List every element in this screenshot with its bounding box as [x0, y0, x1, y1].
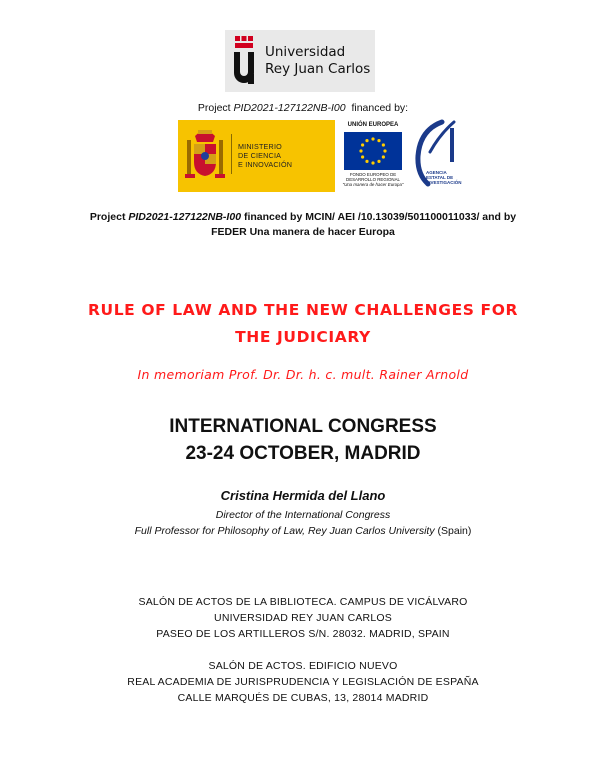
director-name: Cristina Hermida del Llano	[220, 488, 386, 503]
venue-1-line3: PASEO DE LOS ARTILLEROS S/N. 28032. MADRID, SPAIN	[156, 628, 450, 640]
director-position	[0, 525, 606, 537]
eu-star-icon	[365, 139, 368, 142]
eu-fund-line2: DESARROLLO REGIONAL	[346, 177, 400, 182]
project-statement	[40, 210, 566, 240]
financing-project-id: PID2021-127122NB-I00	[233, 102, 346, 114]
venue-1-line2: UNIVERSIDAD REY JUAN CARLOS	[214, 612, 392, 624]
agency-name-line2: ESTATAL DE	[426, 175, 454, 181]
university-name-line2: Rey Juan Carlos	[265, 61, 371, 77]
venue-2-line1: SALÓN DE ACTOS. EDIFICIO NUEVO	[208, 660, 398, 672]
director-position-title: Full Professor for Philosophy of Law, Rey Juan Carlos University	[134, 525, 435, 537]
director-country: (Spain)	[434, 525, 472, 537]
financing-suffix: financed by:	[351, 102, 409, 114]
venue-2-line2: REAL ACADEMIA DE JURISPRUDENCIA Y LEGISLACIÓN DE ESPAÑA	[127, 676, 479, 688]
ministry-name-line2: DE CIENCIA	[238, 151, 282, 160]
eu-fund-name	[338, 172, 408, 182]
venue-2-line3: CALLE MARQUÉS DE CUBAS, 13, 28014 MADRID	[177, 692, 429, 704]
eu-star-icon	[361, 155, 364, 158]
eu-star-icon	[371, 161, 374, 164]
agency-name-line3: INVESTIGACIÓN	[426, 180, 462, 186]
memoriam-line: In memoriam Prof. Dr. Dr. h. c. mult. Rainer Arnold	[137, 367, 469, 382]
congress-title-line1: RULE OF LAW AND THE NEW CHALLENGES FOR	[87, 301, 519, 319]
agency-name	[426, 170, 462, 186]
financing-prefix: Project	[197, 102, 231, 114]
eu-star-icon	[359, 149, 362, 152]
university-logo	[225, 30, 375, 92]
eu-star-icon	[371, 137, 374, 140]
eu-star-icon	[377, 139, 380, 142]
project-statement-id: PID2021-127122NB-I00	[128, 211, 242, 223]
eu-star-icon	[361, 143, 364, 146]
project-statement-line1	[40, 210, 566, 225]
director-role: Director of the International Congress	[215, 509, 391, 521]
congress-heading-line1: INTERNATIONAL CONGRESS	[169, 416, 437, 437]
university-name	[265, 44, 370, 78]
university-name-line1: Universidad	[265, 44, 346, 60]
ministry-name-line3: E INNOVACIÓN	[238, 160, 293, 169]
project-statement-prefix: Project	[89, 211, 126, 223]
eu-star-icon	[382, 143, 385, 146]
congress-title	[30, 297, 576, 351]
agency-logo	[410, 118, 462, 194]
ministry-name	[238, 142, 292, 169]
ministry-divider	[231, 134, 232, 174]
venue-1	[0, 594, 606, 642]
spain-coat-of-arms-icon	[185, 126, 225, 184]
congress-dates: 23-24 OCTOBER, MADRID	[185, 443, 421, 464]
eu-motto: "Una manera de hacer Europa"	[342, 182, 404, 187]
ministry-name-line1: MINISTERIO	[238, 142, 282, 151]
eu-fund-line1: FONDO EUROPEO DE	[349, 172, 397, 177]
project-statement-line2: FEDER Una manera de hacer Europa	[211, 226, 395, 238]
eu-star-icon	[377, 160, 380, 163]
venue-2	[0, 658, 606, 706]
eu-title: UNIÓN EUROPEA	[347, 122, 399, 128]
congress-heading	[0, 413, 606, 467]
agency-name-line1: AGENCIA	[426, 170, 447, 175]
project-statement-rest: financed by MCIN/ AEI /10.13039/501100011033/ and by	[243, 211, 517, 223]
eu-flag-icon	[344, 132, 402, 170]
venue-1-line1: SALÓN DE ACTOS DE LA BIBLIOTECA. CAMPUS DE VICÁLVARO	[138, 596, 468, 608]
eu-star-icon	[365, 160, 368, 163]
eu-logo	[338, 120, 408, 192]
ministry-logo	[178, 120, 335, 192]
financing-line	[0, 102, 606, 114]
congress-title-line2: THE JUDICIARY	[235, 328, 371, 346]
eu-star-icon	[382, 155, 385, 158]
urjc-u-crown-icon	[231, 34, 257, 88]
eu-star-icon	[383, 149, 386, 152]
